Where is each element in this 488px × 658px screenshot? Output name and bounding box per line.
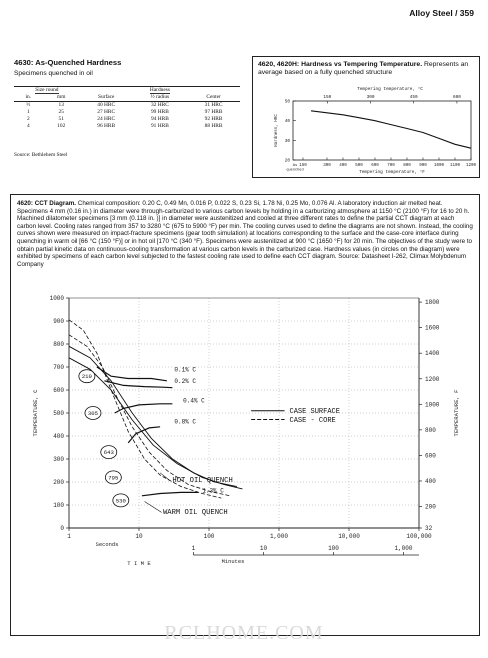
tempering-title: 4620, 4620H: Hardness vs Tempering Temperature. Represents an average based on a fully quenched structure: [258, 61, 469, 77]
y-tick-label: 1000: [49, 295, 64, 302]
x-axis-label: T I M E: [127, 560, 151, 567]
carbon-label: 0.8% C: [174, 418, 197, 426]
minutes-label: Minutes: [221, 559, 245, 565]
y-axis-label-right: TEMPERATURE, F: [453, 389, 460, 437]
y-tick-label: 20: [284, 158, 290, 164]
top-axis-label: Tempering temperature, °C: [357, 87, 423, 92]
y-tick-label: 0: [60, 525, 64, 532]
y-tick-label: 300: [53, 456, 64, 463]
section-4630-source: Source: Bethlehem Steel: [14, 152, 68, 158]
col-header: mm: [43, 94, 80, 102]
tempering-chart: [253, 57, 479, 177]
group-header-size: Size round: [35, 87, 59, 93]
legend-label: CASE - CORE: [289, 416, 336, 425]
y-tick-label-right: 800: [425, 426, 436, 434]
y-tick-label-right: 1400: [425, 350, 440, 358]
warm-oil-leader: [145, 502, 162, 513]
col-header: ½ radius: [133, 94, 188, 102]
tempering-box: [252, 56, 480, 178]
cct-box: [10, 194, 480, 636]
carbon-label: 0.4% C: [183, 397, 205, 405]
x-tick-label: 1200: [465, 164, 477, 168]
y-axis-label: Hardness, HRC: [275, 114, 279, 147]
section-4630-subtitle: Specimens quenched in oil: [14, 70, 93, 77]
col-header: in.: [14, 94, 43, 102]
y-tick-label: 50: [284, 99, 290, 105]
group-header-hardness: Hardness: [149, 87, 170, 93]
y-tick-label: 800: [53, 341, 64, 348]
seconds-label: Seconds: [95, 542, 119, 548]
y-tick-label-right: 400: [425, 477, 436, 485]
y-tick-label-right: 1800: [425, 299, 440, 307]
hardness-curve: [311, 111, 471, 148]
y-tick-label-right: 1600: [425, 324, 440, 332]
hardness-circle-label: 530: [115, 497, 126, 505]
hardness-table: [14, 86, 240, 130]
top-tick-label: 450: [409, 95, 418, 100]
x-tick-label: 700: [387, 164, 395, 168]
hardness-circle-label: 305: [87, 410, 99, 417]
x-tick-label: 900: [419, 164, 427, 168]
carbon-label: 0.1% C: [174, 366, 197, 374]
x-tick-label: 100: [203, 533, 215, 540]
x-tick-label: 10: [135, 533, 143, 540]
carbon-label: 0.2% C: [174, 378, 197, 386]
hardness-circle-label: 210: [81, 373, 92, 381]
minutes-tick-label: 1,000: [394, 545, 413, 552]
x-tick-label: 300: [323, 164, 331, 168]
transform-line-1.3C: [142, 492, 198, 495]
bottom-axis-label: Tempering temperature, °F: [359, 170, 425, 175]
y-tick-label: 200: [53, 479, 64, 486]
y-tick-label-right: 32: [425, 525, 433, 532]
y-axis-label: TEMPERATURE, C: [32, 389, 39, 437]
y-tick-label: 900: [53, 318, 64, 325]
minutes-tick-label: 100: [328, 545, 339, 552]
x-tick-label: 1,000: [269, 533, 289, 540]
carbon-label: 1.3% C: [202, 487, 224, 495]
x-tick-label: quenched: [286, 168, 304, 173]
cct-chart: [11, 195, 479, 635]
legend-label: CASE SURFACE: [289, 408, 340, 417]
x-tick-label: 800: [403, 164, 411, 168]
y-tick-label-right: 1000: [425, 401, 440, 409]
transform-line-0.1C: [97, 367, 167, 381]
col-header: Surface: [80, 94, 133, 102]
x-tick-label: 100,000: [406, 533, 432, 540]
table-row: 2 51 24 HRC 94 HRB 92 HRB: [26, 116, 223, 122]
hot-oil-quench-label: HOT OIL QUENCH: [172, 477, 233, 485]
minutes-tick-label: 10: [259, 545, 268, 552]
table-row: 1 25 27 HRC 99 HRB 97 HRB: [26, 109, 223, 115]
x-tick-label: 500: [355, 164, 363, 168]
cct-description: 4620: CCT Diagram. Chemical composition: 0.20 C, 0.49 Mn, 0.016 P, 0.022 S, 0.23 Si, 1.78 Ni, 0.25 Mo, 0.076 Al. A laboratory induction air melted heat. Specimens 4 mm (0.16 in.) in diameter were through-carburized to various carbon levels by holding in a carburizing atmosphere at 1150 °C (2100 °F) for 16 to 20 h. Machined dilatometer specimens [3 mm (0.118 in. )] in diameter were austenitized and cooled at three different rates to define the partial CCT diagram at each carbon level. Cooling rates ranged from 357 to 3280 °C (675 to 5900 °F) per min. The cooling curves used to define the diagrams are not shown. Instead, the cooling curves shown were measured on impact-fracture specimens (gear tooth simulation) at locations corresponding to the surface and the case-core interface during quenching in warm oil [66 °C (150 °F)] or in hot oil [170 °C (340 °F). Specimens were austenitized at 900 °C (1650 °F) for 20 min. The objectives of the study were to obtain partial kinetic data on continuous-cooling transformation at various carbon levels in the carburized case. Hardness values (in circles on the diagram) were exhibited by specimens of each carbon level subjected to the fastest cooling rate used to define each CCT diagram. Source: Datasheet I-262, Climax Molybdenum Company: [17, 200, 473, 268]
y-tick-label: 100: [53, 502, 64, 509]
col-header: Center: [187, 94, 240, 102]
watermark: RCLHOME.COM: [164, 622, 324, 644]
page-title: Alloy Steel / 359: [409, 8, 474, 18]
warm-oil-quench-label: WARM OIL QUENCH: [162, 509, 228, 518]
y-tick-label-right: 200: [425, 503, 436, 511]
hardness-circle-label: 643: [103, 449, 114, 457]
section-4630-title: 4630: As-Quenched Hardness: [14, 58, 122, 67]
x-tick-label: As: [292, 164, 298, 168]
x-tick-label: 10,000: [338, 533, 360, 540]
y-tick-label: 700: [53, 364, 64, 371]
y-tick-label-right: 600: [425, 452, 436, 460]
top-tick-label: 150: [323, 95, 332, 100]
transform-line-0.4C: [115, 404, 173, 413]
plot-frame: [293, 101, 471, 160]
x-tick-label: 1100: [449, 164, 461, 168]
y-tick-label: 500: [53, 410, 64, 417]
y-tick-label: 600: [53, 387, 64, 394]
x-tick-label: 600: [371, 164, 379, 168]
x-tick-label: 150: [299, 164, 307, 168]
minutes-tick-label: 1: [191, 545, 196, 552]
y-tick-label: 30: [284, 138, 290, 144]
hardness-circle-label: 795: [108, 474, 119, 482]
x-tick-label: 1000: [433, 164, 445, 168]
table-row: ½ 13 40 HRC 32 HRC 31 HRC: [26, 102, 223, 108]
top-tick-label: 300: [366, 95, 375, 100]
y-tick-label-right: 1200: [425, 375, 440, 383]
top-tick-label: 600: [452, 95, 461, 100]
y-tick-label: 40: [284, 119, 290, 125]
y-tick-label: 400: [53, 433, 64, 440]
table-row: 4 102 96 HRB 91 HRB 88 HRB: [26, 123, 223, 129]
hot-oil-leader: [160, 473, 170, 481]
x-tick-label: 1: [67, 533, 71, 540]
x-tick-label: 400: [339, 164, 347, 168]
